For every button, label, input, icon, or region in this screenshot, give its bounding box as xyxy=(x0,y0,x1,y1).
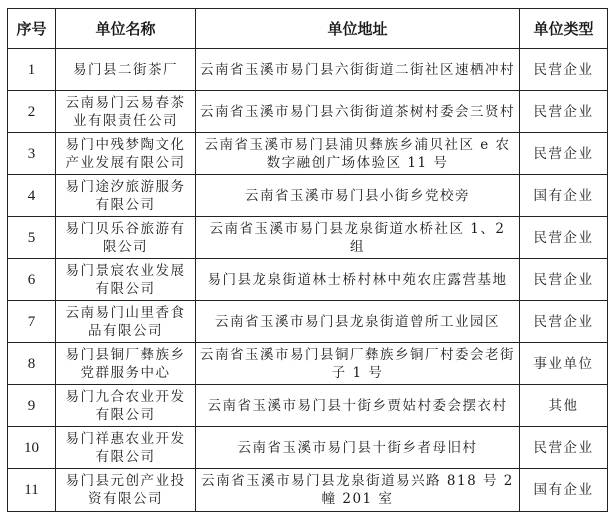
cell-address: 云南省玉溪市易门县六街街道茶树村委会三贤村 xyxy=(196,91,520,133)
cell-type: 国有企业 xyxy=(520,469,608,512)
cell-address: 云南省玉溪市易门县六街街道二街社区速栖冲村 xyxy=(196,49,520,91)
cell-address: 云南省玉溪市易门县小街乡党校旁 xyxy=(196,175,520,217)
header-name: 单位名称 xyxy=(56,9,196,49)
header-row xyxy=(8,9,608,49)
cell-no: 11 xyxy=(8,469,56,512)
table-row xyxy=(8,133,608,175)
cell-name: 云南易门山里香食品有限公司 xyxy=(56,301,196,343)
header-no: 序号 xyxy=(8,9,56,49)
cell-name: 易门贝乐谷旅游有限公司 xyxy=(56,217,196,259)
cell-address: 云南省玉溪市易门县龙泉街道易兴路 818 号 2 幢 201 室 xyxy=(196,469,520,512)
cell-type: 国有企业 xyxy=(520,175,608,217)
table-row xyxy=(8,343,608,385)
table-row xyxy=(8,91,608,133)
cell-name: 易门中残梦陶文化产业发展有限公司 xyxy=(56,133,196,175)
table-row xyxy=(8,427,608,469)
cell-type: 民营企业 xyxy=(520,49,608,91)
table-row xyxy=(8,469,608,512)
table-row xyxy=(8,301,608,343)
cell-no: 5 xyxy=(8,217,56,259)
header-type: 单位类型 xyxy=(520,9,608,49)
cell-name: 易门县铜厂彝族乡党群服务中心 xyxy=(56,343,196,385)
table-row xyxy=(8,385,608,427)
cell-address: 云南省玉溪市易门县龙泉街道曾所工业园区 xyxy=(196,301,520,343)
cell-type: 民营企业 xyxy=(520,301,608,343)
cell-type: 民营企业 xyxy=(520,259,608,301)
cell-name: 云南易门云易春茶业有限责任公司 xyxy=(56,91,196,133)
cell-name: 易门祥惠农业开发有限公司 xyxy=(56,427,196,469)
cell-address: 云南省玉溪市易门县浦贝彝族乡浦贝社区 e 农数字融创广场体验区 11 号 xyxy=(196,133,520,175)
cell-no: 2 xyxy=(8,91,56,133)
table-row xyxy=(8,49,608,91)
table-row xyxy=(8,259,608,301)
units-table xyxy=(7,8,608,512)
cell-no: 3 xyxy=(8,133,56,175)
cell-name: 易门景宸农业发展有限公司 xyxy=(56,259,196,301)
cell-type: 民营企业 xyxy=(520,217,608,259)
cell-no: 7 xyxy=(8,301,56,343)
cell-address: 云南省玉溪市易门县十街乡贾姑村委会摆衣村 xyxy=(196,385,520,427)
cell-no: 4 xyxy=(8,175,56,217)
cell-type: 事业单位 xyxy=(520,343,608,385)
cell-type: 民营企业 xyxy=(520,133,608,175)
cell-type: 其他 xyxy=(520,385,608,427)
header-address: 单位地址 xyxy=(196,9,520,49)
cell-address: 易门县龙泉街道林士桥村林中苑农庄露营基地 xyxy=(196,259,520,301)
cell-no: 1 xyxy=(8,49,56,91)
cell-no: 9 xyxy=(8,385,56,427)
cell-type: 民营企业 xyxy=(520,91,608,133)
cell-address: 云南省玉溪市易门县龙泉街道水桥社区 1、2 组 xyxy=(196,217,520,259)
cell-name: 易门九合农业开发有限公司 xyxy=(56,385,196,427)
table-row xyxy=(8,175,608,217)
cell-type: 民营企业 xyxy=(520,427,608,469)
cell-no: 10 xyxy=(8,427,56,469)
cell-no: 8 xyxy=(8,343,56,385)
cell-address: 云南省玉溪市易门县铜厂彝族乡铜厂村委会老街子 1 号 xyxy=(196,343,520,385)
table-row xyxy=(8,217,608,259)
cell-no: 6 xyxy=(8,259,56,301)
cell-name: 易门县元创产业投资有限公司 xyxy=(56,469,196,512)
cell-name: 易门途汐旅游服务有限公司 xyxy=(56,175,196,217)
cell-address: 云南省玉溪市易门县十街乡者母旧村 xyxy=(196,427,520,469)
cell-name: 易门县二街茶厂 xyxy=(56,49,196,91)
